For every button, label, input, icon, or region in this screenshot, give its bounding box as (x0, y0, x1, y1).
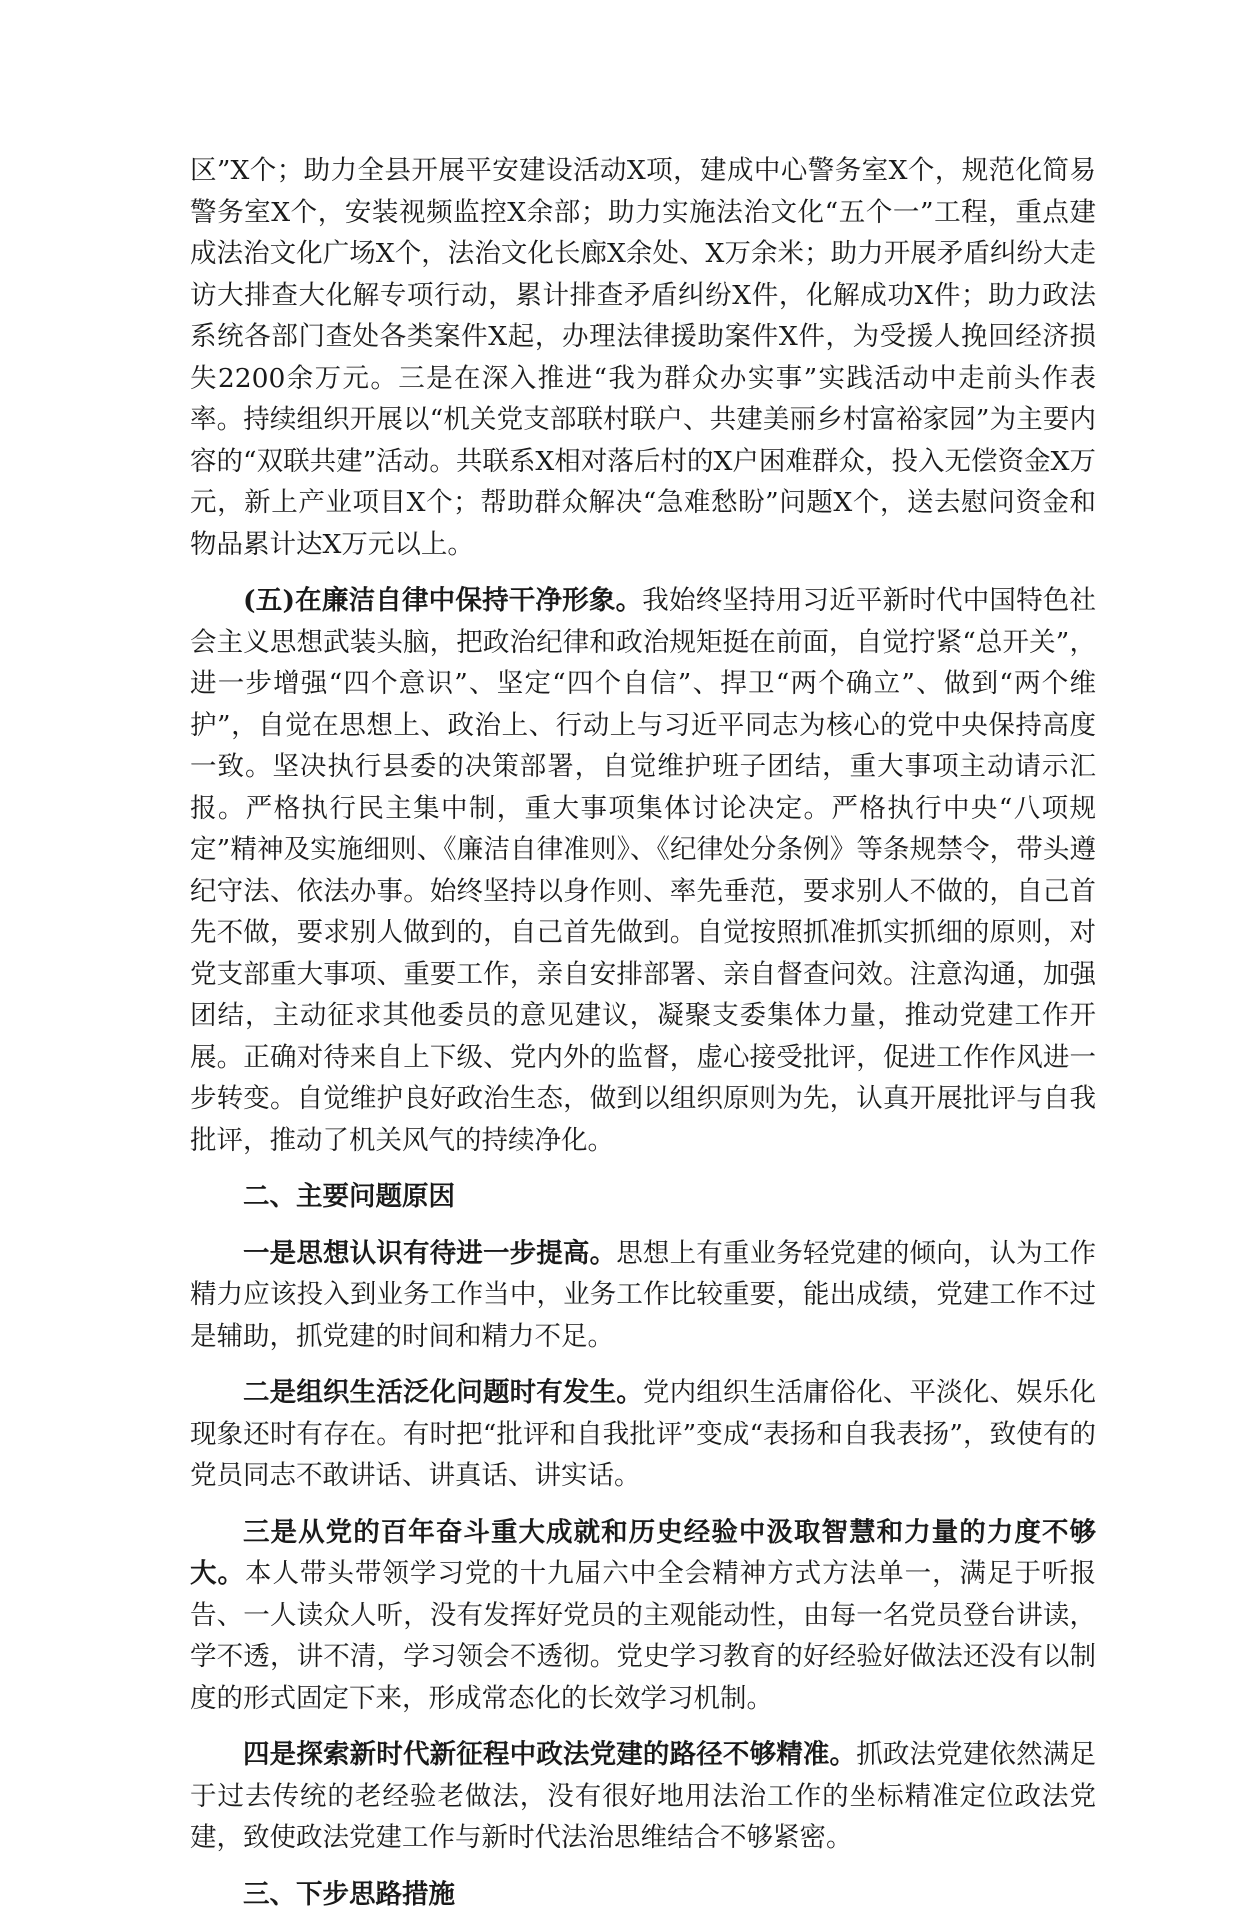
paragraph-problem-1 (190, 1233, 1096, 1358)
problem-3-body: 本人带头带领学习党的十九届六中全会精神方式方法单一，满足于听报告、一人读众人听，没有发挥好党员的主观能动性，由每一名党员登台讲读，学不透，讲不清，学习领会不透彻。党史学习教育的好经验好做法还没有以制度的形式固定下来，形成常态化的长效学习机制。 (190, 1558, 1096, 1714)
paragraph-section-5 (190, 580, 1096, 1161)
problem-1-lead: 一是思想认识有待进一步提高。 (243, 1237, 617, 1269)
problem-2-body: 党内组织生活庸俗化、平淡化、娱乐化现象还时有存在。有时把“批评和自我批评”变成“表扬和自我表扬”，致使有的党员同志不敢讲话、讲真话、讲实话。 (190, 1377, 1097, 1491)
heading-main-problems: 二、主要问题原因 (243, 1181, 455, 1212)
paragraph-continued: 区”X个；助力全县开展平安建设活动X项，建成中心警务室X个，规范化简易警务室X个，安装视频监控X余部；助力实施法治文化“五个一”工程，重点建成法治文化广场X个，法治文化长廊X余处、X万余米；助力开展矛盾纠纷大走访大排查大化解专项行动，累计排查矛盾纠纷X件，化解成功X件；助力政法系统各部门查处各类案件X起，办理法律援助案件X件，为受援人挽回经济损失2200余万元。三是在深入推进“我为群众办实事”实践活动中走前头作表率。持续组织开展以“机关党支部联村联户、共建美丽乡村富裕家园”为主要内容的“双联共建”活动。共联系X相对落后村的X户困难群众，投入无偿资金X万元，新上产业项目X个；帮助群众解决“急难愁盼”问题X个，送去慰问资金和物品累计达X万元以上。 (190, 155, 1096, 560)
problem-4-lead: 四是探索新时代新征程中政法党建的路径不够精准。 (243, 1739, 857, 1770)
document-page (190, 150, 1096, 1930)
problem-2-lead: 二是组织生活泛化问题时有发生。 (243, 1377, 643, 1408)
section-5-body: 我始终坚持用习近平新时代中国特色社会主义思想武装头脑，把政治纪律和政治规矩挺在前面，自觉拧紧“总开关”，进一步增强“四个意识”、坚定“四个自信”、捍卫“两个确立”、做到“两个维护”，自觉在思想上、政治上、行动上与习近平同志为核心的党中央保持高度一致。坚决执行县委的决策部署，自觉维护班子团结，重大事项主动请示汇报。严格执行民主集中制，重大事项集体讨论决定。严格执行中央“八项规定”精神及实施细则、《廉洁自律准则》、《纪律处分条例》等条规禁令，带头遵纪守法、依法办事。始终坚持以身作则、率先垂范，要求别人不做的，自己首先不做，要求别人做到的，自己首先做到。自觉按照抓准抓实抓细的原则，对党支部重大事项、重要工作，亲自安排部署、亲自督查问效。注意沟通，加强团结，主动征求其他委员的意见建议，凝聚支委集体力量，推动党建工作开展。正确对待来自上下级、党内外的监督，虚心接受批评，促进工作作风进一步转变。自觉维护良好政治生态，做到以组织原则为先，认真开展批评与自我批评，推动了机关风气的持续净化。 (190, 585, 1097, 1156)
problem-3-lead: 三是从党的百年奋斗重大成就和历史经验中汲取智慧和力量的力度不够大。 (190, 1516, 1096, 1589)
problem-1-body: 思想上有重业务轻党建的倾向，认为工作精力应该投入到业务工作当中，业务工作比较重要，能出成绩，党建工作不过是辅助，抓党建的时间和精力不足。 (190, 1237, 1097, 1352)
problem-4-body: 抓政法党建依然满足于过去传统的老经验老做法，没有很好地用法治工作的坐标精准定位政法党建，致使政法党建工作与新时代法治思维结合不够紧密。 (190, 1739, 1097, 1853)
paragraph-problem-2 (190, 1372, 1096, 1497)
section-5-lead: (五)在廉洁自律中保持干净形象。 (243, 585, 643, 616)
heading-next-steps: 三、下步思路措施 (243, 1878, 455, 1910)
paragraph-problem-4 (190, 1734, 1096, 1859)
paragraph-problem-3 (190, 1512, 1096, 1720)
